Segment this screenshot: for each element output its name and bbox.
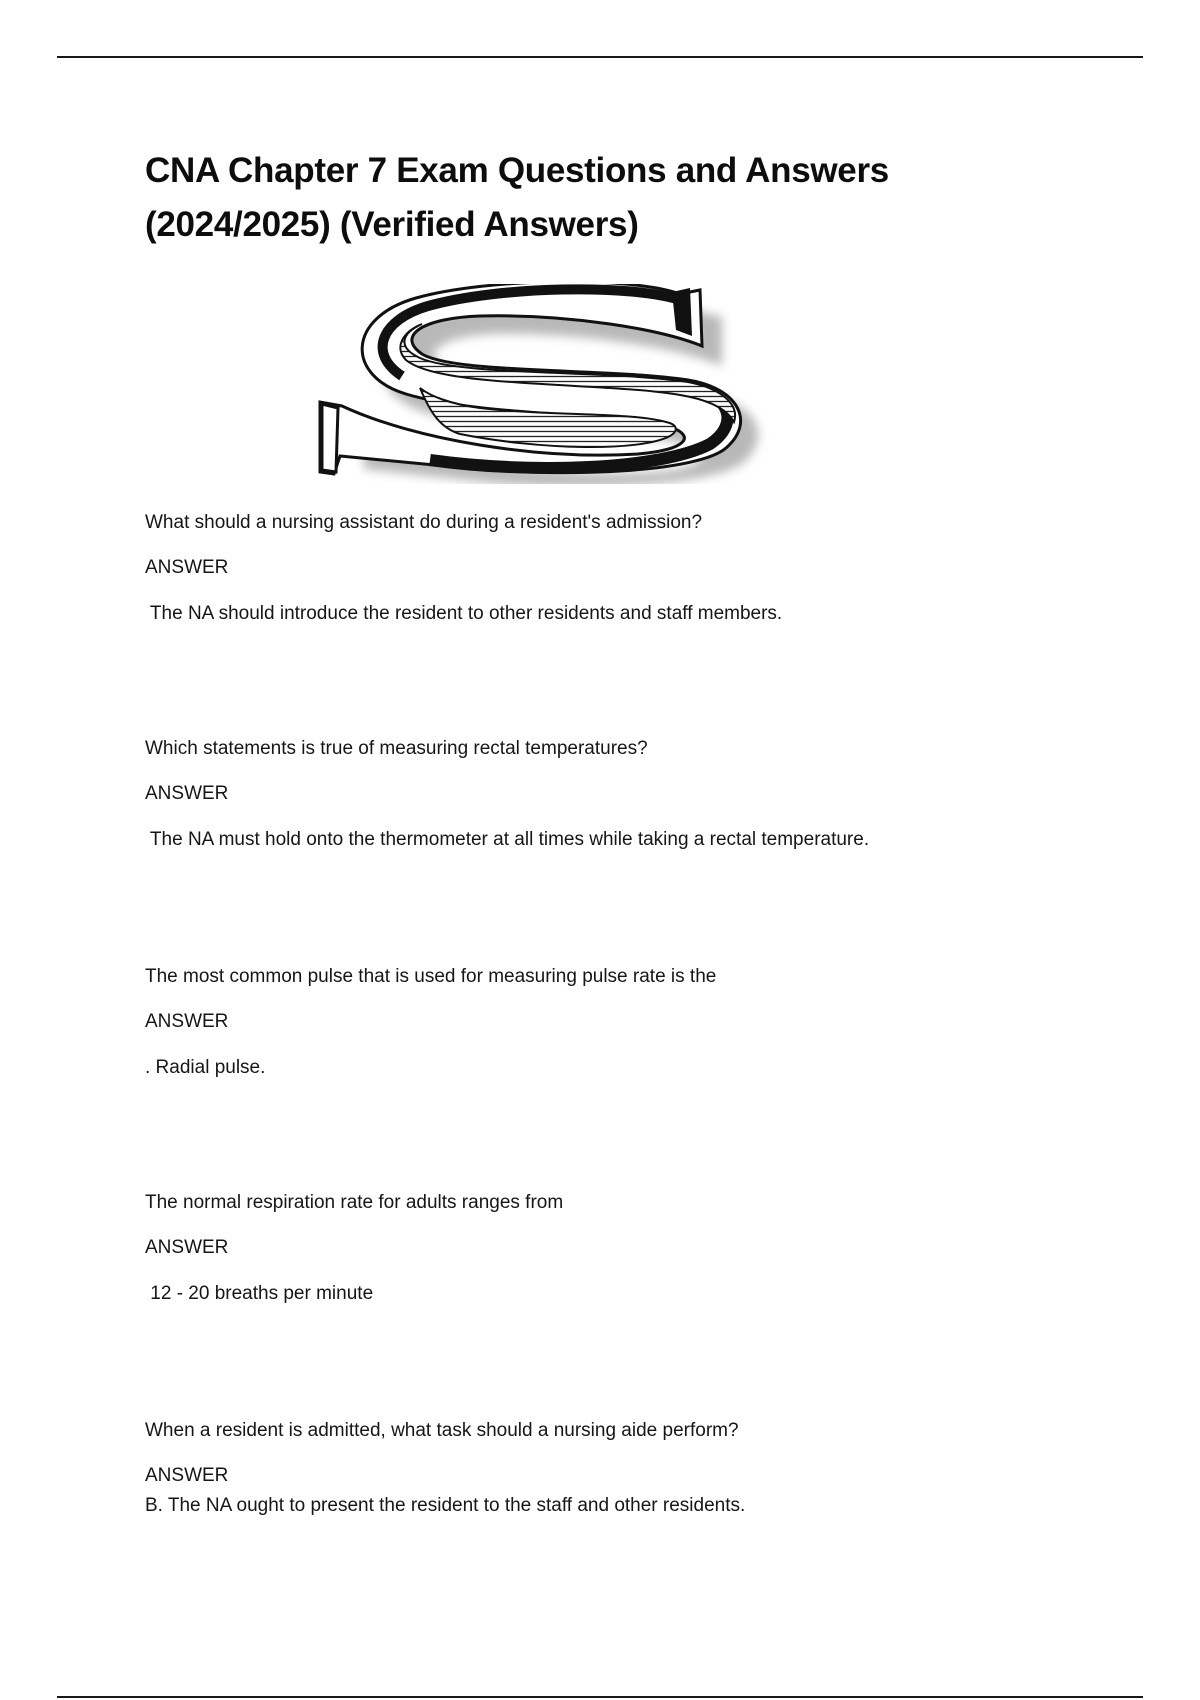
answer-label: ANSWER	[145, 557, 229, 578]
answer-text: . Radial pulse.	[145, 1057, 266, 1078]
answer-label: ANSWER	[145, 1011, 229, 1032]
question-text: What should a nursing assistant do during a resident's admission?	[145, 512, 703, 533]
answer-label: ANSWER	[145, 1237, 229, 1258]
document-title	[145, 144, 1045, 252]
document-title-line-1: CNA Chapter 7 Exam Questions and Answers	[145, 151, 889, 190]
question-text: Which statements is true of measuring rectal temperatures?	[145, 738, 648, 759]
answer-text: The NA should introduce the resident to other residents and staff members.	[145, 603, 783, 624]
answer-text: B. The NA ought to present the resident to the staff and other residents.	[145, 1495, 746, 1516]
answer-label: ANSWER	[145, 1465, 229, 1486]
question-text: The most common pulse that is used for measuring pulse rate is the	[145, 966, 717, 987]
ornate-letter-s-logo	[310, 284, 810, 484]
answer-text: The NA must hold onto the thermometer at all times while taking a rectal temperature.	[145, 829, 870, 850]
question-text: The normal respiration rate for adults ranges from	[145, 1192, 564, 1213]
bottom-rule	[57, 1696, 1143, 1698]
document-title-line-2: (2024/2025) (Verified Answers)	[145, 205, 639, 244]
top-rule	[57, 56, 1143, 58]
answer-text: 12 - 20 breaths per minute	[145, 1283, 374, 1304]
answer-label: ANSWER	[145, 783, 229, 804]
question-text: When a resident is admitted, what task should a nursing aide perform?	[145, 1420, 739, 1441]
